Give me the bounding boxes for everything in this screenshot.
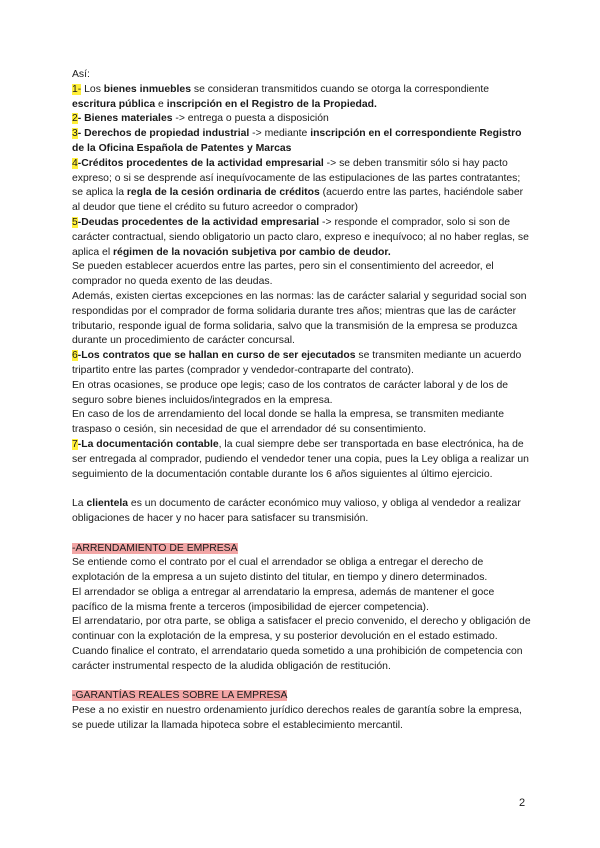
text: La <box>72 498 87 510</box>
text: , la cual siempre debe ser transportada en base electrónica, ha de ser entregada al comprador, pudiendo el vendedor tener una copia, pues la Ley obliga a realizar un seguimiento de la documentación contable durante los 6 años siguientes al último ejercicio. <box>72 438 529 480</box>
text: -> responde el comprador, solo si son de carácter contractual, siendo obligatorio un pacto claro, expreso e inequívoco; al no haber reglas, se aplica el <box>72 216 529 258</box>
item-6-paragraph: En otras ocasiones, se produce ope legis; caso de los contratos de carácter laboral y de los de seguro sobre bienes incluidos/integrados en la empresa. <box>72 379 509 406</box>
spacer <box>72 675 532 690</box>
item-number: 2 <box>72 113 78 125</box>
item-number: 3 <box>72 128 78 140</box>
section-heading-garantias <box>72 689 532 704</box>
document-body <box>72 68 532 734</box>
text: se transmiten mediante un acuerdo tripartito entre las partes (comprador y vendedor-contraparte del contrato). <box>72 350 522 376</box>
item-number: 6 <box>72 350 78 362</box>
text: Los <box>81 83 104 95</box>
text: (acuerdo entre las partes, haciéndole saber al deudor que tiene el crédito su futuro acreedor o comprador) <box>72 187 524 214</box>
text: e <box>155 98 167 110</box>
heading-text: -GARANTÍAS REALES SOBRE LA EMPRESA <box>72 690 288 702</box>
bold-text: escritura pública <box>72 98 156 110</box>
arrendamiento-paragraph: Se entiende como el contrato por el cual el arrendador se obliga a entregar el derecho de explotación de la empresa a un sujeto distinto del titular, en tiempo y dinero determinados. <box>72 557 488 584</box>
spacer <box>72 482 532 497</box>
section-heading-arrendamiento <box>72 542 532 557</box>
text: -> se deben transmitir sólo si hay pacto expreso; o si se desprende así inequívocamente de las estipulaciones de las partes contratantes; se aplica la <box>72 157 521 199</box>
bold-text: inscripción en el Registro de la Propiedad. <box>166 98 377 110</box>
bold-text: - Derechos de propiedad industrial <box>77 128 250 140</box>
intro-text: Así: <box>72 69 90 80</box>
item-4 <box>72 157 532 216</box>
page-number: 2 <box>519 797 526 809</box>
text: se consideran transmitidos cuando se otorga la correspondiente <box>190 83 490 95</box>
bold-text: - Bienes materiales <box>77 113 173 125</box>
arrendamiento-paragraph: El arrendatario, por otra parte, se obliga a satisfacer el precio convenido, el derecho y obligación de continuar con la explotación de la empresa, y su posterior devolución en el estado estimado. <box>72 616 531 643</box>
item-5 <box>72 216 532 260</box>
bold-text: -Los contratos que se hallan en curso de ser ejecutados <box>77 350 356 362</box>
arrendamiento-paragraph: Cuando finalice el contrato, el arrendatario queda sometido a una prohibición de competencia con carácter instrumental respecto de la aludida obligación de restitución. <box>72 646 523 672</box>
item-6 <box>72 349 532 379</box>
text: -> entrega o puesta a disposición <box>172 113 329 125</box>
item-3 <box>72 127 532 157</box>
heading-text: -ARRENDAMIENTO DE EMPRESA <box>72 542 238 554</box>
item-number: 5 <box>72 216 78 228</box>
item-7 <box>72 438 532 482</box>
item-2 <box>72 112 532 127</box>
bold-text: regla de la cesión ordinaria de créditos <box>126 187 320 199</box>
arrendamiento-paragraph: El arrendador se obliga a entregar al arrendatario la empresa, además de mantener el goce pacífico de la misma frente a terceros (imposibilidad de ejercer competencia). <box>72 586 495 613</box>
item-6-paragraph: En caso de los de arrendamiento del local donde se halla la empresa, se transmiten mediante traspaso o cesión, sin necesidad de que el arrendador dé su consentimiento. <box>72 409 505 436</box>
item-number: 4 <box>72 157 78 169</box>
bold-text: bienes inmuebles <box>103 83 191 95</box>
bold-text: régimen de la novación subjetiva por cambio de deudor. <box>113 246 391 258</box>
bold-text: -Créditos procedentes de la actividad empresarial <box>77 157 324 169</box>
item-1 <box>72 83 532 113</box>
text: -> mediante <box>249 128 311 140</box>
text: es un documento de carácter económico muy valioso, y obliga al vendedor a realizar obligaciones de hacer y no hacer para satisfacer su transmisión. <box>72 498 521 524</box>
bold-text: clientela <box>86 498 129 510</box>
item-5-paragraph: Se pueden establecer acuerdos entre las partes, pero sin el consentimiento del acreedor, el comprador no queda exento de las deudas. <box>72 261 494 288</box>
garantias-paragraph: Pese a no existir en nuestro ordenamiento jurídico derechos reales de garantía sobre la empresa, se puede utilizar la llamada hipoteca sobre el establecimiento mercantil. <box>72 705 522 732</box>
item-5-paragraph: Además, existen ciertas excepciones en las normas: las de carácter salarial y seguridad social son respondidas por el comprador de forma solidaria durante tres años; mientras que las de carácter tributario, responde igual de forma solidaria, salvo que la transmisión de la empresa se produzca durante un procedimiento de carácter concursal. <box>72 290 527 347</box>
item-number: 7 <box>72 438 78 450</box>
clientela-paragraph <box>72 497 532 527</box>
bold-text: -Deudas procedentes de la actividad empresarial <box>77 216 320 228</box>
bold-text: inscripción en el correspondiente Registro de la Oficina Española de Patentes y Marcas <box>72 128 522 154</box>
bold-text: -La documentación contable <box>77 438 219 450</box>
spacer <box>72 527 532 542</box>
item-number: 1- <box>72 83 82 95</box>
